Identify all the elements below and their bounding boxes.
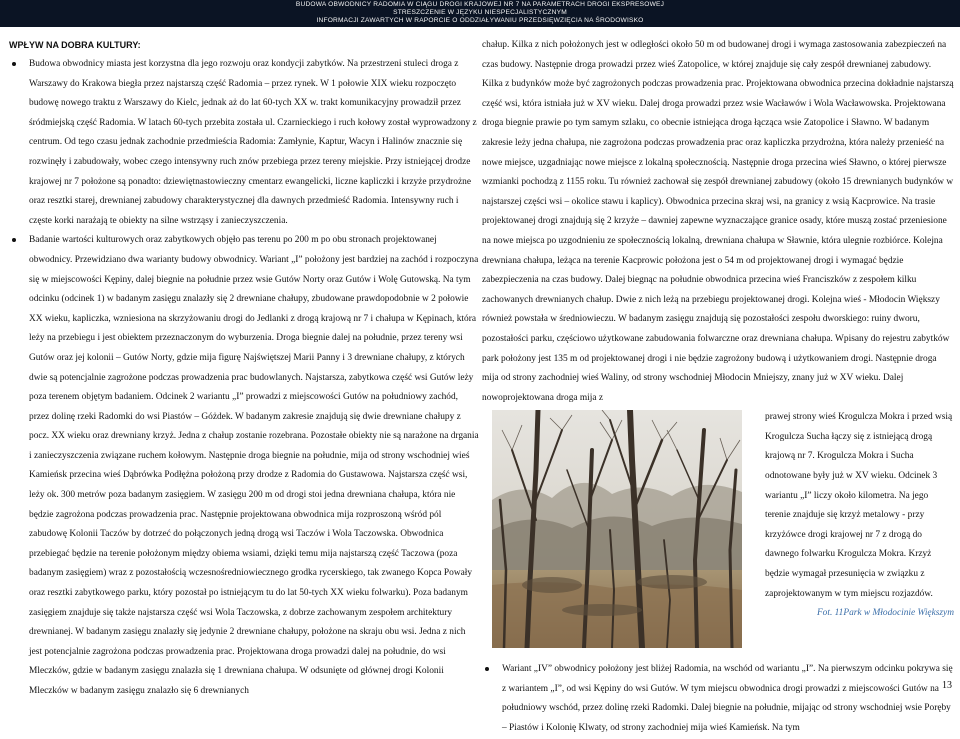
bullet-paragraph-history xyxy=(9,55,480,231)
paragraph-text: Budowa obwodnicy miasta jest korzystna dla jego rozwoju oraz kondycji zabytków. Na przestrzeni stuleci droga z Warszawy do Krakowa biegła przez najstarszą część Radomia – przez rynek. W 1 połowie XIX wieku rozpoczęto budowę nowego traktu z Warszawy do Kielc, jednak aż do lat 60-tych XX w. trakt komunikacyjny prowadził przez śródmiejską część Radomia. W latach 60-tych przebita została ul. Czarnieckiego i ruch kołowy został wyprowadzony z centrum. Od tego czasu jednak zachodnie przedmieścia Radomia: Zamłynie, Kaptur, Wacyn i Halinów znacznie się rozwinęły i zabudowały, wobec czego intensywny ruch znów przebiega przez tereny miejskie. Przy istniejącej drodze krajowej nr 7 położone są ponadto: dziewiętnastowieczny cmentarz ewangelicki, liczne kapliczki i krzyże przydrożne oraz resztki starej, drewnianej zabudowy charakterystycznej dla dawnych przedmieść Radomia. Intensywny ruch i częste korki narażają te obiekty na silne wstrząsy i zanieczyszczenia. xyxy=(29,59,477,226)
photo-with-text xyxy=(482,408,954,660)
photo-side-text xyxy=(765,408,954,624)
bullet-icon xyxy=(12,62,16,66)
page-number: 13 xyxy=(942,680,952,691)
winter-park-image xyxy=(492,410,742,648)
paragraph-text: Wariant „IV” obwodnicy położony jest bliżej Radomia, na wschód od wariantu „I”. Na pierwszym odcinku pokrywa się z wariantem „I”, od wsi Kępiny do wsi Gutów. W tym miejscu obwodnica drogi prowadzi z miejscowości Gutów na południowy wschód, przez dolinę rzeki Radomki. Dalej biegnie na południe, mijając od strony wschodniej wsie Poręby – Piastów i Kolonię Klwaty, od strony zachodniej mija wieś Kamieńsk. Na tym xyxy=(502,664,953,734)
header-document-type: STRESZCZENIE W JĘZYKU NIESPECJALISTYCZNYM xyxy=(393,9,567,16)
bullet-paragraph-variant-i xyxy=(9,231,480,701)
bullet-icon xyxy=(12,238,16,242)
header-report-title: INFORMACJI ZAWARTYCH W RAPORCIE O ODDZIAŁYWANIU PRZEDSIĘWZIĘCIA NA ŚRODOWISKO xyxy=(316,17,644,24)
paragraph-continuation: chałup. Kilka z nich położonych jest w odległości około 50 m od budowanej drogi i wymaga zastosowania zabezpieczeń na czas budowy. Następnie droga prowadzi przez wieś Zatopolice, w której znajduje się cały zespół drewnianej zabudowy. Kilka z budynków może być zagrożonych podczas prowadzenia prac. Projektowana obwodnica przecina dokładnie najstarszą część wsi, która istniała już w XV wieku. Dalej droga prowadzi przez wsie Wacławów i Wola Wacławowska. Projektowana droga biegnie prawie po tym samym szlaku, co obecnie istniejąca droga łącząca wsie Zatopolice i Sławno. W badanym zakresie leży jedna chałupa, nie zagrożona podczas prowadzenia prac oraz kapliczka przydrożna, która należy przenieść na nowe miejsce, uzgadniając nowe miejsce z lokalną społecznością. Następnie droga przecina wieś Sławno, o której pierwsze wzmianki pochodzą z 1155 roku. Tu również zachował się zespół drewnianej zabudowy (około 15 drewnianych budynków w najstarszej części wsi – okolice stawu i kaplicy). Obwodnica przecina skraj wsi, na granicy z wsią Kacprowice. Na trasie projektowanej drogi znajdują się 2 krzyże – dawniej zapewne wyznaczające granice osady, które muszą zostać przeniesione na nowe miejsca po uzgodnieniu ze społecznością lokalną, drewniana chałupa w Sławnie, która ulegnie rozbiórce. Kolejna drewniana chałupa, leżąca na terenie Kacprowic położona jest o 54 m od projektowanej drogi i wymagać będzie zabezpieczenia na czas budowy. Dalej biegnąc na południe obwodnica przecina wieś Franciszków z zespołem kilku zachowanych drewnianych chałup. Dwie z nich leżą na przebiegu projektowanej drogi. Kolejna wieś - Młodocin Większy również powstała w średniowieczu. W badanym zasięgu znajdują się pozostałości zespołu dworskiego: ruiny dworu, pozostałości parku, częściowo użytkowane zabudowania folwarczne oraz drewniana chałupa. Wpisany do rejestru zabytków park położony jest 135 m od projektowanej drogi i nie będzie zagrożony budową i użytkowaniem drogi. Następnie droga mija od strony zachodniej wieś Waliny, od strony wschodniej Młodocin Mniejszy, znany już w XV wieku. Dalej nowoprojektowana droga mija z xyxy=(482,40,954,403)
park-photo xyxy=(492,410,742,648)
paragraph-text: Badanie wartości kulturowych oraz zabytkowych objęło pas terenu po 200 m po obu stronach projektowanej obwodnicy. Przewidziano dwa warianty budowy obwodnicy. Wariant „I” położony jest bardziej na zachód i rozpoczyna się w miejscowości Kępiny, dalej biegnie na południe przez wsie Gutów Norty oraz Gutów i Wolę Gutowską. Na tym odcinku (odcinek 1) w badanym zasięgu znalazły się 2 drewniane chałupy, zbudowane prawdopodobnie w 2 połowie XX wieku, kapliczka, wzniesiona na skrzyżowaniu drogi do Jedlanki z drogą krajową nr 7 i chałupa w Kępinach, która leży na przebiegu i jest obiektem przeznaczonym do wyburzenia. Droga biegnie dalej na południe, przez tereny wsi Gutów oraz jej kolonii – Gutów Norty, gdzie mija figurę Najświętszej Marii Panny i 3 drewniane chałupy, z których dwie są potencjalnie zagrożone podczas prowadzenia prac budowlanych. Najstarsza, zabytkowa część wsi Gutów leży poza terenem objętym badaniem. Odcinek 2 wariantu „I” prowadzi z miejscowości Gutów na południowy zachód, przez dolinę rzeki Radomki do wsi Piastów – Góżdek. W badanym zakresie znajdują się dwie drewniane chałupy z pocz. XX wieku oraz drewniany krzyż. Jedna z chałup zostanie rozebrana. Pozostałe obiekty nie są narażone na drgania i zanieczyszczenia związane ruchem kołowym. Następnie droga biegnie na południe, mija od strony wschodniej wieś Kamieńsk przecina wieś Dąbrówka Podłężna położoną przy drodze z Radomia do Gustawowa. Najstarsza część wsi, leży ok. 300 metrów poza badanym zasięgiem. W zasięgu 200 m od drogi stoi jedna drewniana chałupa, która nie będzie zagrożona podczas prowadzenia prac. Następnie projektowana obwodnica mija rozproszoną wśród pól zabudowę Kolonii Taczów by dotrzeć do połączonych jedną drogą wsi Taczów i Wola Taczowska. Obwodnica przebiegać będzie na terenie położonym między obiema wsiami, dzięki temu mija najstarszą część Taczowa (poza badanym zasięgiem) wraz z pozostałością wczesnośredniowiecznego grodka rycerskiego, tak zwanego Kopca Powały oraz resztki zabytkowego parku, który pozostał po istniejącym tu do lat 50-tych XX wieku folwarku). Poza badanym zasięgiem znajduje się także najstarsza część wsi Wola Taczowska, z dobrze zachowanym zespołem architektury drewnianej. W badanym zasięgu znalazły się jedynie 2 drewniane chałupy, położone na skraju obu wsi. Jedna z nich jest potencjalnie zagrożona podczas prowadzenia prac. Projektowana droga prowadzi dalej na południe, do wsi Mleczków, gdzie w badanym zasięgu znalazła się 1 drewniana chałupa. W odsunięte od głównej drogi Kolonii Mleczków w badanym zasięgu znalazło się 6 drewnianych xyxy=(29,235,479,696)
section-heading: WPŁYW NA DOBRA KULTURY: xyxy=(9,40,141,50)
document-header xyxy=(0,0,960,27)
left-column xyxy=(9,36,480,702)
right-column xyxy=(482,36,954,739)
bullet-icon xyxy=(485,667,489,671)
bullet-paragraph-variant-iv xyxy=(482,660,954,738)
photo-caption: Fot. 11Park w Młodocinie Większym xyxy=(816,608,954,619)
header-project-title: BUDOWA OBWODNICY RADOMIA W CIĄGU DROGI KRAJOWEJ NR 7 NA PARAMETRACH DROGI EKSPRESOWEJ xyxy=(295,1,665,8)
paragraph-text: prawej strony wieś Krogulcza Mokra i przed wsią Krogulcza Sucha łączy się z istniejącą drogą krajową nr 7. Krogulcza Mokra i Sucha odnotowane były już w XV wieku. Odcinek 3 wariantu „I” liczy około kilometra. Na jego terenie znajduje się krzyż metalowy - przy krzyżówce drogi krajowej nr 7 z drogą do dawnego folwarku Krogulcza Mokra. Krzyż będzie wymagał przesunięcia w związku z zaprojektowanym w tym miejscu rozjazdów. xyxy=(765,412,953,599)
